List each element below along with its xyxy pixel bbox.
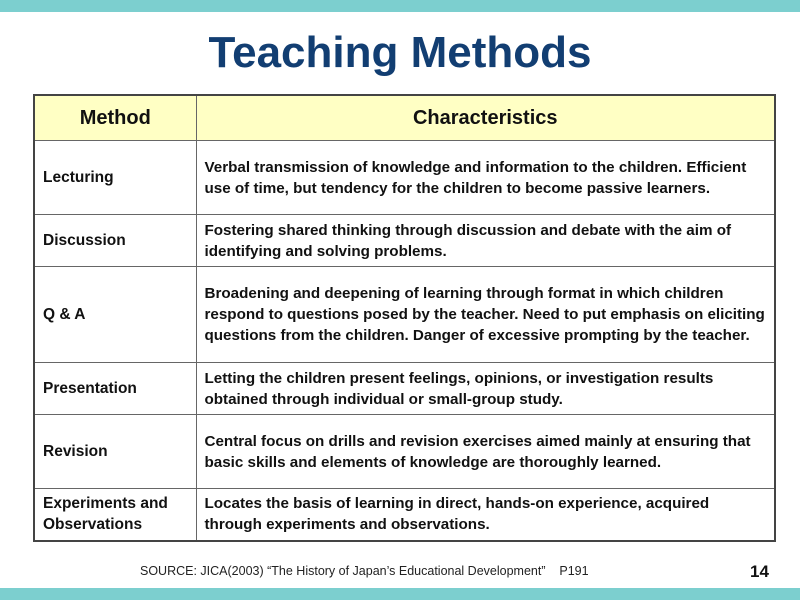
table-row <box>34 415 775 489</box>
table-row <box>34 215 775 267</box>
source-citation: SOURCE: JICA(2003) “The History of Japan’s Educational Development” P191 <box>140 564 589 578</box>
table-row <box>34 267 775 363</box>
row-characteristics: Broadening and deepening of learning through format in which children respond to questions posed by the teacher. Need to put emphasis on eliciting questions from the children. Danger of excessive prompting by the teacher. <box>196 267 775 363</box>
row-method: Q & A <box>34 267 196 363</box>
row-characteristics: Central focus on drills and revision exercises aimed mainly at ensuring that basic skills and elements of knowledge are thoroughly learned. <box>196 415 775 489</box>
bottom-accent-band <box>0 588 800 600</box>
table-row <box>34 363 775 415</box>
row-method: Presentation <box>34 363 196 415</box>
page-number: 14 <box>750 562 769 581</box>
row-characteristics: Locates the basis of learning in direct, hands-on experience, acquired through experiments and observations. <box>196 489 775 541</box>
row-method: Discussion <box>34 215 196 267</box>
row-characteristics: Verbal transmission of knowledge and information to the children. Efficient use of time, but tendency for the children to become passive learners. <box>196 141 775 215</box>
header-characteristics: Characteristics <box>196 95 775 141</box>
slide-title: Teaching Methods <box>208 28 592 77</box>
row-method: Revision <box>34 415 196 489</box>
table-header-row <box>34 95 775 141</box>
row-characteristics: Fostering shared thinking through discussion and debate with the aim of identifying and solving problems. <box>196 215 775 267</box>
header-method: Method <box>34 95 196 141</box>
teaching-methods-table <box>33 94 776 542</box>
table-row <box>34 141 775 215</box>
row-characteristics: Letting the children present feelings, opinions, or investigation results obtained through individual or small-group study. <box>196 363 775 415</box>
table-row <box>34 489 775 541</box>
row-method: Lecturing <box>34 141 196 215</box>
top-accent-band <box>0 0 800 12</box>
row-method: Experiments and Observations <box>34 489 196 541</box>
